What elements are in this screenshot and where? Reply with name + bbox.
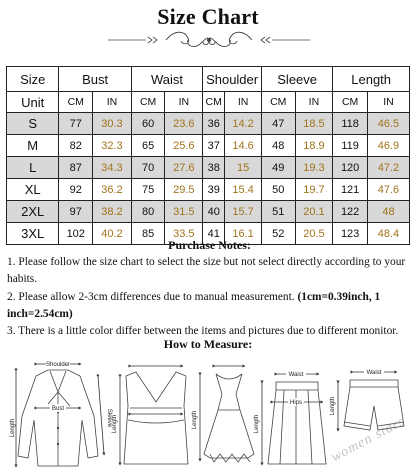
unit-in: IN	[295, 92, 333, 113]
unit-cm: CM	[59, 92, 93, 113]
label-waist: Waist	[366, 370, 382, 376]
cm-value-cell: 102	[59, 223, 93, 245]
inch-value-cell: 18.5	[295, 113, 333, 135]
label-length: Length	[330, 396, 336, 416]
cm-value-cell: 97	[59, 201, 93, 223]
cm-value-cell: 52	[261, 223, 295, 245]
inch-value-cell: 30.3	[93, 113, 132, 135]
table-row	[7, 135, 410, 157]
unit-in: IN	[93, 92, 132, 113]
inch-value-cell: 33.5	[165, 223, 203, 245]
inch-value-cell: 14.6	[225, 135, 262, 157]
label-hips: Hips	[289, 400, 303, 406]
dress-figure	[200, 366, 254, 462]
unit-label: Unit	[7, 92, 59, 113]
cm-value-cell: 122	[333, 201, 368, 223]
inch-value-cell: 20.1	[295, 201, 333, 223]
cm-value-cell: 38	[203, 157, 225, 179]
unit-cm: CM	[203, 92, 225, 113]
cm-value-cell: 40	[203, 201, 225, 223]
label-length: Length	[112, 414, 118, 434]
column-header-bust: Bust	[59, 67, 131, 92]
size-cell: L	[7, 157, 59, 179]
watermark: women stars	[329, 413, 408, 466]
sleeveless-top-figure	[120, 366, 188, 464]
note-2-text: 2. Please allow 2-3cm differences due to manual measurement.	[7, 290, 298, 303]
size-cell: M	[7, 135, 59, 157]
size-cell: 2XL	[7, 201, 59, 223]
page-title: Size Chart	[157, 4, 259, 29]
cm-value-cell: 39	[203, 179, 225, 201]
column-header-waist: Waist	[131, 67, 202, 92]
table-row	[7, 179, 410, 201]
cm-value-cell: 123	[333, 223, 368, 245]
cm-value-cell: 82	[59, 135, 93, 157]
cm-value-cell: 47	[261, 113, 295, 135]
inch-value-cell: 19.7	[295, 179, 333, 201]
cm-value-cell: 77	[59, 113, 93, 135]
note-2-conversion: (1cm=0.39inch, 1 inch=2.54cm)	[7, 290, 381, 320]
size-cell: 3XL	[7, 223, 59, 245]
how-to-measure-heading: How to Measure:	[163, 337, 253, 351]
label-length: Length	[192, 410, 198, 430]
cm-value-cell: 121	[333, 179, 368, 201]
inch-value-cell: 15.4	[225, 179, 262, 201]
cm-value-cell: 80	[131, 201, 165, 223]
cm-value-cell: 49	[261, 157, 295, 179]
inch-value-cell: 31.5	[165, 201, 203, 223]
column-header-shoulder: Shoulder	[203, 67, 262, 92]
cm-value-cell: 70	[131, 157, 165, 179]
table-row	[7, 201, 410, 223]
inch-value-cell: 18.9	[295, 135, 333, 157]
note-3: 3. There is a little color differ between the items and pictures due to different monitor.	[7, 325, 399, 338]
inch-value-cell: 27.6	[165, 157, 203, 179]
inch-value-cell: 34.3	[93, 157, 132, 179]
cm-value-cell: 119	[333, 135, 368, 157]
unit-in: IN	[225, 92, 262, 113]
inch-value-cell: 46.9	[367, 135, 409, 157]
cm-value-cell: 41	[203, 223, 225, 245]
note-2	[7, 289, 412, 323]
unit-cm: CM	[261, 92, 295, 113]
column-header-sleeve: Sleeve	[261, 67, 332, 92]
cm-value-cell: 75	[131, 179, 165, 201]
cm-value-cell: 37	[203, 135, 225, 157]
label-shoulder: Shoulder	[45, 362, 71, 368]
cm-value-cell: 85	[131, 223, 165, 245]
inch-value-cell: 20.5	[295, 223, 333, 245]
column-header-length: Length	[333, 67, 410, 92]
label-sleeve: Sleeve	[106, 408, 112, 428]
cm-value-cell: 92	[59, 179, 93, 201]
inch-value-cell: 23.6	[165, 113, 203, 135]
cm-value-cell: 50	[261, 179, 295, 201]
cm-value-cell: 51	[261, 201, 295, 223]
size-cell: XL	[7, 179, 59, 201]
size-rows	[7, 113, 410, 245]
inch-value-cell: 29.5	[165, 179, 203, 201]
cm-value-cell: 48	[261, 135, 295, 157]
inch-value-cell: 15.7	[225, 201, 262, 223]
inch-value-cell: 48	[367, 201, 409, 223]
table-header-row	[7, 67, 410, 92]
label-bust: Bust	[51, 406, 65, 412]
inch-value-cell: 36.2	[93, 179, 132, 201]
cm-value-cell: 87	[59, 157, 93, 179]
inch-value-cell: 14.2	[225, 113, 262, 135]
column-header-size: Size	[7, 67, 59, 92]
inch-value-cell: 16.1	[225, 223, 262, 245]
skirt-figure	[262, 374, 326, 464]
blouse-figure	[16, 364, 104, 466]
divider-ornament	[106, 30, 312, 50]
inch-value-cell: 19.3	[295, 157, 333, 179]
unit-in: IN	[367, 92, 409, 113]
label-length: Length	[254, 414, 260, 434]
size-cell: S	[7, 113, 59, 135]
note-1: 1. Please follow the size chart to select the size but not select directly according to your habits.	[7, 256, 406, 286]
purchase-notes-heading: Purchase Notes:	[168, 238, 251, 252]
cm-value-cell: 120	[333, 157, 368, 179]
table-unit-row	[7, 92, 410, 113]
inch-value-cell: 40.2	[93, 223, 132, 245]
inch-value-cell: 47.6	[367, 179, 409, 201]
inch-value-cell: 46.5	[367, 113, 409, 135]
unit-in: IN	[165, 92, 203, 113]
unit-cm: CM	[131, 92, 165, 113]
table-row	[7, 113, 410, 135]
label-length: Length	[10, 418, 16, 438]
table-row	[7, 157, 410, 179]
inch-value-cell: 47.2	[367, 157, 409, 179]
unit-cm: CM	[333, 92, 368, 113]
cm-value-cell: 60	[131, 113, 165, 135]
inch-value-cell: 32.3	[93, 135, 132, 157]
label-waist: Waist	[288, 372, 304, 378]
purchase-notes	[7, 237, 412, 340]
size-chart-table	[6, 66, 410, 245]
cm-value-cell: 118	[333, 113, 368, 135]
inch-value-cell: 38.2	[93, 201, 132, 223]
inch-value-cell: 15	[225, 157, 262, 179]
cm-value-cell: 36	[203, 113, 225, 135]
inch-value-cell: 25.6	[165, 135, 203, 157]
cm-value-cell: 65	[131, 135, 165, 157]
inch-value-cell: 48.4	[367, 223, 409, 245]
